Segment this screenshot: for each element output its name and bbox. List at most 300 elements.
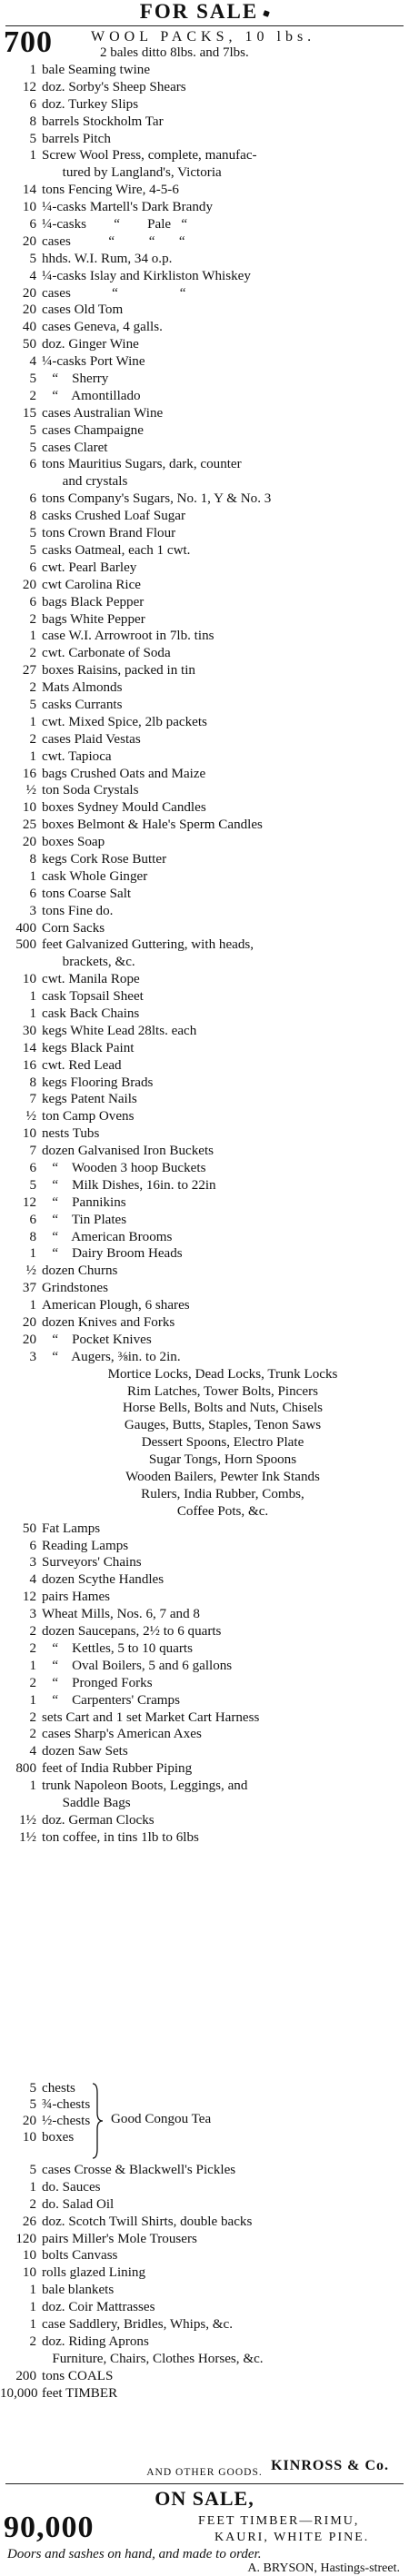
list-item (0, 868, 409, 886)
list-item (0, 1040, 409, 1057)
item-text: hhds. W.I. Rum, 34 o.p. (42, 251, 173, 266)
item-quantity: 5 (29, 251, 36, 266)
list-item (0, 422, 409, 440)
item-text: cask Topsail Sheet (42, 989, 144, 1005)
item-quantity: 6 (29, 1538, 36, 1553)
item-quantity: 3 (29, 903, 36, 918)
item-text: doz. German Clocks (42, 1812, 155, 1828)
item-text: boxes Sydney Mould Candles (42, 800, 206, 816)
item-text: Furniture, Chairs, Clothes Horses, &c. (42, 2351, 264, 2366)
item-quantity: 10 (22, 2130, 36, 2145)
item-text: dozen Saucepans, 2½ to 6 quarts (42, 1624, 222, 1640)
list-item (0, 731, 409, 748)
item-text: ton coffee, in tins 1lb to 6lbs (42, 1829, 199, 1845)
list-item (0, 1125, 409, 1143)
list-item (0, 2351, 409, 2368)
item-quantity: ½ (25, 783, 36, 798)
list-item (0, 1332, 409, 1349)
item-quantity: 6 (29, 560, 36, 575)
list-item (0, 1177, 409, 1194)
item-text: cwt. Pearl Barley (42, 560, 137, 575)
list-item (0, 697, 409, 714)
list-item (0, 2231, 409, 2248)
middle-rule (5, 2483, 404, 2484)
item-text: Rim Latches, Tower Bolts, Pincers (127, 1383, 318, 1399)
list-item (0, 1075, 409, 1092)
item-quantity: 20 (22, 233, 36, 249)
item-quantity: 5 (29, 440, 36, 455)
tea-block (0, 2080, 409, 2162)
list-item (0, 2368, 409, 2385)
item-quantity: 20 (22, 1332, 36, 1347)
item-text: cases Old Tom (42, 302, 124, 318)
item-quantity: 3 (29, 1349, 36, 1364)
item-quantity: 5 (29, 542, 36, 558)
doors-sashes-note: Doors and sashes on hand, and made to order. (7, 2547, 262, 2561)
item-text: ¾-chests (42, 2097, 91, 2112)
item-text: “ Carpenters' Cramps (42, 1692, 180, 1708)
item-quantity: 6 (29, 96, 36, 112)
list-item (0, 1108, 409, 1125)
item-quantity: ½ (25, 1263, 36, 1279)
list-item (0, 2299, 409, 2316)
list-item (0, 1263, 409, 1280)
item-quantity: 7 (29, 1144, 36, 1159)
item-text: and crystals (42, 474, 128, 490)
item-text: Fat Lamps (42, 1521, 101, 1536)
item-quantity: 10 (22, 1126, 36, 1142)
list-item (0, 1640, 409, 1658)
item-text: kegs Cork Rose Butter (42, 851, 167, 867)
list-item (0, 473, 409, 490)
list-item (0, 1006, 409, 1023)
item-text: “ Kettles, 5 to 10 quarts (42, 1640, 194, 1656)
item-quantity: 2 (29, 1640, 36, 1656)
item-quantity: 10 (22, 972, 36, 987)
item-quantity: 10,000 (0, 2385, 38, 2401)
list-item (0, 782, 409, 799)
item-quantity: 10 (22, 800, 36, 816)
item-text: Mats Almonds (42, 680, 123, 696)
item-text: feet Galvanized Guttering, with heads, (42, 937, 254, 953)
list-item (0, 2162, 409, 2179)
item-quantity: 2 (29, 731, 36, 747)
list-item (0, 1623, 409, 1640)
tea-line (0, 2129, 409, 2145)
item-text: “ American Brooms (42, 1229, 173, 1244)
item-quantity: 8 (29, 1075, 36, 1090)
item-text: Grindstones (42, 1281, 108, 1296)
item-text: “ Oval Boilers, 5 and 6 gallons (42, 1658, 233, 1673)
list-item (0, 268, 409, 285)
list-item (0, 490, 409, 508)
item-quantity: 5 (29, 2081, 36, 2095)
item-quantity: 400 (15, 920, 36, 936)
list-item (0, 1400, 409, 1417)
item-text: dozen Churns (42, 1263, 118, 1279)
item-text: Dessert Spoons, Electro Plate (141, 1435, 304, 1451)
item-quantity: 6 (29, 457, 36, 472)
item-quantity: 6 (29, 1161, 36, 1175)
item-text: Screw Wool Press, complete, manufac- (42, 148, 257, 163)
item-quantity: 6 (29, 217, 36, 233)
list-item (0, 2196, 409, 2214)
item-quantity: 1 (29, 989, 36, 1005)
item-text: pairs Miller's Mole Trousers (42, 2231, 197, 2246)
list-item (0, 1314, 409, 1332)
timber-line-1: FEET TIMBER—RIMU, (198, 2514, 360, 2528)
list-item (0, 1606, 409, 1623)
item-text: do. Salad Oil (42, 2196, 115, 2212)
list-item (0, 1726, 409, 1743)
list-item (0, 1812, 409, 1829)
item-text: cwt. Tapioca (42, 748, 112, 764)
list-item (0, 96, 409, 114)
list-item (0, 628, 409, 645)
item-quantity: 2 (29, 1675, 36, 1690)
items-list-2 (0, 2162, 409, 2402)
item-text: brackets, &c. (42, 955, 135, 970)
list-item (0, 456, 409, 473)
item-quantity: 20 (22, 835, 36, 850)
list-item (0, 1778, 409, 1795)
list-item (0, 1743, 409, 1760)
item-quantity: 2 (29, 2333, 36, 2349)
item-text: cases Crosse & Blackwell's Pickles (42, 2163, 236, 2177)
item-text: Sugar Tongs, Horn Spoons (148, 1452, 297, 1468)
list-item (0, 1760, 409, 1778)
item-text: doz. Ginger Wine (42, 337, 139, 352)
item-quantity: 8 (29, 509, 36, 524)
item-quantity: 2 (29, 1727, 36, 1742)
list-item (0, 1503, 409, 1521)
list-item (0, 1521, 409, 1538)
item-text: chests (42, 2081, 75, 2095)
list-item (0, 1795, 409, 1812)
list-item (0, 542, 409, 560)
item-text: cases “ “ “ (42, 233, 185, 249)
list-item (0, 353, 409, 371)
agent-signature: A. BRYSON, Hastings-street. (247, 2561, 400, 2575)
list-item (0, 851, 409, 868)
item-text: cases Claret (42, 440, 108, 455)
item-text: ton Camp Ovens (42, 1109, 135, 1125)
other-goods-note: AND OTHER GOODS. (146, 2467, 263, 2478)
item-text: “ Pocket Knives (42, 1332, 152, 1347)
item-text: Wooden Bailers, Pewter Ink Stands (125, 1470, 320, 1485)
item-text: bags White Pepper (42, 611, 145, 627)
item-text: cwt. Carbonate of Soda (42, 646, 171, 661)
list-item (0, 954, 409, 971)
list-item (0, 1571, 409, 1589)
item-text: dozen Scythe Handles (42, 1572, 165, 1588)
item-quantity: 5 (29, 2097, 36, 2112)
item-quantity: 2 (29, 646, 36, 661)
list-item (0, 1692, 409, 1709)
list-item (0, 2179, 409, 2196)
list-item (0, 2385, 409, 2403)
list-item (0, 1366, 409, 1383)
list-item (0, 817, 409, 834)
item-quantity: 20 (22, 577, 36, 592)
item-text: Horse Bells, Bolts and Nuts, Chisels (122, 1401, 324, 1416)
item-text: tons Fencing Wire, 4-5-6 (42, 183, 179, 198)
item-text: bale Seaming twine (42, 63, 151, 77)
item-text: cwt. Mixed Spice, 2lb packets (42, 714, 207, 729)
item-quantity: 8 (29, 114, 36, 129)
item-text: cases “ “ (42, 285, 186, 301)
item-text: “ Pronged Forks (42, 1675, 153, 1690)
list-item (0, 971, 409, 988)
item-text: Mortice Locks, Dead Locks, Trunk Locks (107, 1366, 338, 1382)
item-quantity: 800 (15, 1761, 36, 1777)
item-text: doz. Sorby's Sheep Shears (42, 79, 186, 94)
list-item (0, 508, 409, 525)
item-quantity: 6 (29, 1212, 36, 1227)
list-item (0, 216, 409, 233)
item-text: Corn Sacks (42, 920, 105, 936)
item-quantity: 5 (29, 372, 36, 387)
item-text: doz. Turkey Slips (42, 96, 139, 112)
item-quantity: 14 (22, 183, 36, 198)
list-item (0, 233, 409, 251)
item-text: doz. Riding Aprons (42, 2333, 149, 2349)
list-item (0, 662, 409, 679)
item-text: Reading Lamps (42, 1538, 129, 1553)
item-text: cases Australian Wine (42, 405, 164, 421)
item-text: Wheat Mills, Nos. 6, 7 and 8 (42, 1607, 200, 1622)
item-quantity: 1½ (19, 1829, 36, 1845)
list-item (0, 766, 409, 783)
list-item (0, 1538, 409, 1555)
item-text: do. Sauces (42, 2179, 101, 2195)
item-text: tons Crown Brand Flour (42, 526, 176, 541)
list-item (0, 62, 409, 79)
list-item (0, 302, 409, 319)
list-item (0, 2214, 409, 2231)
item-text: feet of India Rubber Piping (42, 1761, 193, 1777)
list-item (0, 1417, 409, 1434)
item-quantity: 27 (22, 663, 36, 679)
item-quantity: ½ (25, 1109, 36, 1125)
list-item (0, 577, 409, 594)
item-quantity: 5 (29, 131, 36, 146)
item-text: boxes Raisins, packed in tin (42, 663, 195, 679)
item-quantity: 16 (22, 1057, 36, 1073)
item-quantity: 5 (29, 422, 36, 438)
list-item (0, 285, 409, 302)
list-item (0, 920, 409, 937)
item-text: “ Augers, ⅜in. to 2in. (42, 1349, 181, 1364)
item-quantity: 1 (29, 2283, 36, 2298)
item-text: cwt Carolina Rice (42, 577, 141, 592)
item-text: “ Tin Plates (42, 1212, 127, 1227)
item-quantity: 1 (29, 1246, 36, 1262)
item-text: “ Amontillado (42, 388, 141, 403)
item-quantity: 1 (29, 1298, 36, 1313)
item-quantity: 26 (22, 2214, 36, 2229)
item-quantity: 12 (22, 79, 36, 94)
item-quantity: 8 (29, 851, 36, 867)
item-quantity: 120 (15, 2231, 36, 2246)
item-text: boxes Soap (42, 835, 105, 850)
item-quantity: 4 (29, 354, 36, 370)
item-quantity: 2 (29, 1624, 36, 1640)
item-text: cases Plaid Vestas (42, 731, 141, 747)
list-item (0, 251, 409, 268)
item-text: kegs Flooring Brads (42, 1075, 154, 1090)
item-quantity: 200 (15, 2368, 36, 2383)
item-quantity: 1 (29, 1006, 36, 1021)
list-item (0, 988, 409, 1006)
item-quantity: 500 (15, 937, 36, 953)
item-quantity: 1 (29, 63, 36, 77)
item-quantity: 12 (22, 1590, 36, 1605)
list-item (0, 2316, 409, 2333)
item-text: “ Dairy Broom Heads (42, 1246, 183, 1262)
item-text: cask Whole Ginger (42, 868, 148, 884)
item-text: bags Black Pepper (42, 594, 145, 609)
item-quantity: 1 (29, 1692, 36, 1708)
item-text: barrels Stockholm Tar (42, 114, 164, 129)
item-text: “ Milk Dishes, 16in. to 22in (42, 1177, 216, 1193)
list-item (0, 371, 409, 388)
item-text: nests Tubs (42, 1126, 100, 1142)
list-item (0, 936, 409, 954)
list-item (0, 1160, 409, 1177)
item-text: cask Back Chains (42, 1006, 140, 1021)
list-item (0, 1297, 409, 1314)
item-text: Surveyors' Chains (42, 1555, 142, 1570)
item-text: trunk Napoleon Boots, Leggings, and (42, 1778, 248, 1794)
item-quantity: 3 (29, 1607, 36, 1622)
item-quantity: 6 (29, 594, 36, 609)
item-quantity: 40 (22, 320, 36, 335)
item-text: ¼-casks “ Pale “ (42, 217, 188, 233)
item-text: dozen Saw Sets (42, 1744, 128, 1759)
item-quantity: 50 (22, 1521, 36, 1536)
timber-line-2: KAURI, WHITE PINE. (214, 2531, 370, 2544)
item-text: ton Soda Crystals (42, 783, 139, 798)
list-item (0, 2247, 409, 2264)
item-text: American Plough, 6 shares (42, 1298, 190, 1313)
list-item (0, 1194, 409, 1212)
item-quantity: 10 (22, 2248, 36, 2264)
item-text: boxes (42, 2130, 75, 2145)
item-text: “ Sherry (42, 372, 109, 387)
item-quantity: 1 (29, 629, 36, 644)
item-quantity: 20 (22, 285, 36, 301)
list-item (0, 147, 409, 164)
item-quantity: 5 (29, 1177, 36, 1193)
item-quantity: 20 (22, 2114, 36, 2128)
list-item (0, 1434, 409, 1451)
item-quantity: 1 (29, 868, 36, 884)
list-item (0, 611, 409, 629)
item-text: doz. Coir Mattrasses (42, 2300, 155, 2315)
item-quantity: 8 (29, 1229, 36, 1244)
items-list (0, 62, 409, 1847)
item-quantity: 1 (29, 1778, 36, 1794)
item-text: Coffee Pots, &c. (176, 1503, 269, 1519)
timber-quantity: 90,000 (4, 2511, 95, 2544)
item-text: Saddle Bags (42, 1795, 131, 1810)
list-item (0, 594, 409, 611)
item-quantity: 10 (22, 2265, 36, 2281)
item-text: kegs White Lead 28lts. each (42, 1023, 197, 1038)
item-quantity: 1 (29, 2179, 36, 2195)
list-item (0, 440, 409, 457)
list-item (0, 319, 409, 336)
item-text: boxes Belmont & Hale's Sperm Candles (42, 817, 263, 833)
item-text: ¼-casks Islay and Kirkliston Whiskey (42, 268, 251, 283)
item-text: casks Crushed Loaf Sugar (42, 509, 186, 524)
item-quantity: 4 (29, 1744, 36, 1759)
list-item (0, 1143, 409, 1160)
list-item (0, 1486, 409, 1503)
list-item (0, 182, 409, 199)
list-item (0, 114, 409, 131)
item-quantity: 1 (29, 2300, 36, 2315)
item-text: rolls glazed Lining (42, 2265, 146, 2281)
item-quantity: 20 (22, 302, 36, 318)
item-text: tons Mauritius Sugars, dark, counter (42, 457, 242, 472)
top-rule (5, 25, 404, 26)
list-item (0, 164, 409, 182)
item-quantity: 2 (29, 388, 36, 403)
list-item (0, 1675, 409, 1692)
item-quantity: 1 (29, 748, 36, 764)
list-item (0, 1349, 409, 1366)
item-text: cwt. Manila Rope (42, 972, 140, 987)
for-sale-heading: FOR SALE (0, 0, 409, 24)
item-text: sets Cart and 1 set Market Cart Harness (42, 1709, 260, 1725)
item-quantity: 2 (29, 611, 36, 627)
item-text: doz. Scotch Twill Shirts, double backs (42, 2214, 253, 2229)
item-text: dozen Galvanised Iron Buckets (42, 1144, 214, 1159)
item-quantity: 50 (22, 337, 36, 352)
list-item (0, 1229, 409, 1246)
list-item (0, 1658, 409, 1675)
item-quantity: 6 (29, 491, 36, 507)
item-text: cases Geneva, 4 galls. (42, 320, 163, 335)
list-item (0, 679, 409, 697)
item-quantity: 16 (22, 766, 36, 781)
list-item (0, 405, 409, 422)
item-text: ¼-casks Port Wine (42, 354, 145, 370)
item-quantity: 20 (22, 1315, 36, 1331)
item-quantity: 30 (22, 1023, 36, 1038)
item-text: “ Pannikins (42, 1194, 126, 1210)
firm-signature: KINROSS & Co. (271, 2458, 389, 2473)
item-text: cases Champaigne (42, 422, 144, 438)
item-quantity: 10 (22, 200, 36, 215)
list-item (0, 903, 409, 920)
list-item (0, 1469, 409, 1486)
item-text: pairs Hames (42, 1590, 111, 1605)
item-quantity: 2 (29, 680, 36, 696)
item-text: bolts Canvass (42, 2248, 118, 2264)
item-text: cwt. Red Lead (42, 1057, 122, 1073)
item-text: ½-chests (42, 2114, 91, 2128)
item-text: ¼-casks Martell's Dark Brandy (42, 200, 213, 215)
tea-line (0, 2080, 409, 2096)
list-item (0, 1383, 409, 1401)
list-item (0, 1451, 409, 1469)
list-item (0, 1589, 409, 1606)
list-item (0, 1057, 409, 1075)
item-text: kegs Black Paint (42, 1040, 135, 1055)
